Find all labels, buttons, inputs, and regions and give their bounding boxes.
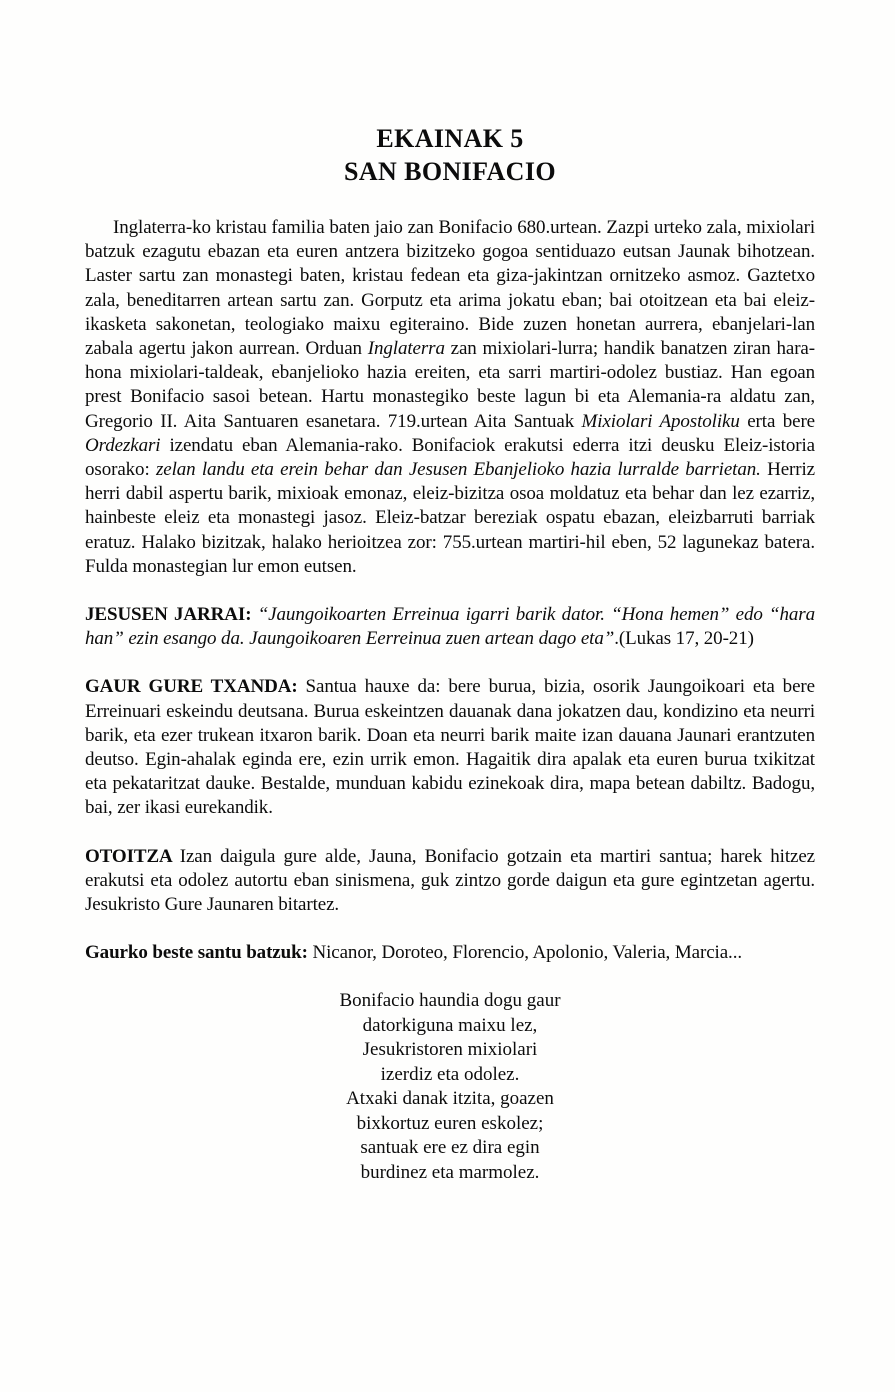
poem-line: izerdiz eta odolez.	[380, 1063, 520, 1085]
poem-line: datorkiguna maixu lez,	[362, 1014, 538, 1036]
text-run-italic: zelan landu eta erein behar dan Jesusen Ebanjelioko hazia lurralde barrietan.	[155, 459, 761, 481]
section-heading-gaur-gure-txanda: GAUR GURE TXANDA:	[85, 676, 306, 698]
text-run: Herriz herri dabil aspertu barik, mixioak emonaz, eleiz-bizitza osoa moldatuz eta behar dan lez ezarriz, hainbeste eleiz eta monastegi jasoz. Eleiz-batzar bereziak ospatu ebazan, eleizbarruti barriak eratuz. Halako bizitzak, halako herioitzea zor: 755.urtean martiri-hil eben, 52 lagunekaz batera. Fulda monastegian lur emon eutsen.	[85, 459, 815, 577]
section-heading-jesusen-jarrai: JESUSEN JARRAI:	[85, 604, 258, 626]
poem-line: Bonifacio haundia dogu gaur	[339, 990, 561, 1012]
text-run: zan mixiolari-lurra; handik banatzen ziran hara-hona mixiolari-taldeak, ebanjelioko hazia ereiten, eta sarri martiri-odolez bustiaz. Han egoan prest Bonifacio sasoi betean. Hartu monastegiko beste lagun bi eta Alemania-ra aldatu zan, Gregorio II. Aita Santuaren esanetara. 719.urtean Aita Santuak	[85, 338, 815, 432]
gaur-gure-txanda-paragraph	[85, 675, 815, 820]
poem-line: bixkortuz euren eskolez;	[356, 1112, 544, 1134]
document-body	[85, 122, 815, 1185]
text-run: erta bere	[739, 410, 815, 432]
text-run: Inglaterra-ko kristau familia baten jaio zan Bonifacio 680.urtean. Zazpi urteko zala, mixiolari batzuk ezagutu ebazan eta euren antzera bizitzeko gogoa sentiduazo eutsan Jaunak bihotzean. Laster sartu zan monastegi baten, kristau fedean eta giza-jakintzan ornitzeko asmoz. Gaztetxo zala, beneditarren artean sartu zan. Gorputz eta arima jokatu eban; bai otoitzean eta bai eleiz-ikasketa sakonetan, teologiako maixu egiteraino. Bide zuzen honetan aurrera, ebanjelari-lan zabala agertu jakon aurrean. Orduan	[85, 217, 815, 360]
text-run: Nicanor, Doroteo, Florencio, Apolonio, Valeria, Marcia...	[312, 942, 743, 964]
intro-paragraph	[85, 216, 815, 579]
text-run: .(Lukas 17, 20-21)	[614, 628, 754, 650]
section-heading-gaurko-santuak: Gaurko beste santu batzuk:	[85, 942, 313, 964]
page-header	[85, 122, 815, 188]
text-run-italic: Mixiolari Apostoliku	[581, 410, 740, 432]
text-run-italic: Ordezkari	[85, 434, 161, 456]
text-run: Izan daigula gure alde, Jauna, Bonifacio gotzain eta martiri santua; harek hitzez erakutsi eta odolez autortu eban sinismena, guk zintzo gorde daigun eta gure egintzetan agertu. Jesukristo Gure Jaunaren bitartez.	[85, 845, 816, 916]
text-run: Santua hauxe da: bere burua, bizia, osorik Jaungoikoari eta bere Erreinuari eskeindu deutsana. Burua eskeintzen dauanak dana jokatzen dau, kondizino eta neurri barik, eta ezer trukean itxaron barik. Doan eta neurri barik maite izan dauana Jaunari erantzuten deutso. Egin-ahalak eginda ere, ezin urrik emon. Hagaitik dira apalak eta euren burua txikitzat eta pekataritzat dauke. Bestalde, munduan kabidu ezinekoak dira, mapa betean dabiltz. Badogu, bai, zer ikasi eurekandik.	[85, 676, 815, 819]
text-run-italic: “Jaungoikoarten Erreinua igarri barik dator. “Hona hemen” edo “hara han” ezin esango da. Jaungoikoaren Eerreinua zuen artean dago eta”	[85, 604, 815, 650]
page-title-line2: SAN BONIFACIO	[343, 157, 557, 186]
section-heading-otoitza: OTOITZA	[85, 845, 180, 867]
poem-line: santuak ere ez dira egin	[360, 1137, 540, 1159]
other-saints-line	[85, 941, 815, 965]
poem-line: Atxaki danak itzita, goazen	[346, 1088, 554, 1110]
page-title-line1: EKAINAK 5	[376, 124, 524, 153]
otoitza-paragraph	[85, 845, 815, 918]
text-run-italic: Inglaterra	[367, 338, 445, 360]
poem-line: Jesukristoren mixiolari	[362, 1039, 538, 1061]
jesusen-jarrai-paragraph	[85, 603, 815, 651]
poem	[85, 989, 815, 1185]
poem-line: burdinez eta marmolez.	[360, 1161, 540, 1183]
text-run: izendatu eban Alemania-rako. Bonifaciok erakutsi ederra itzi deusku Eleiz-istoria osorako:	[85, 434, 815, 481]
